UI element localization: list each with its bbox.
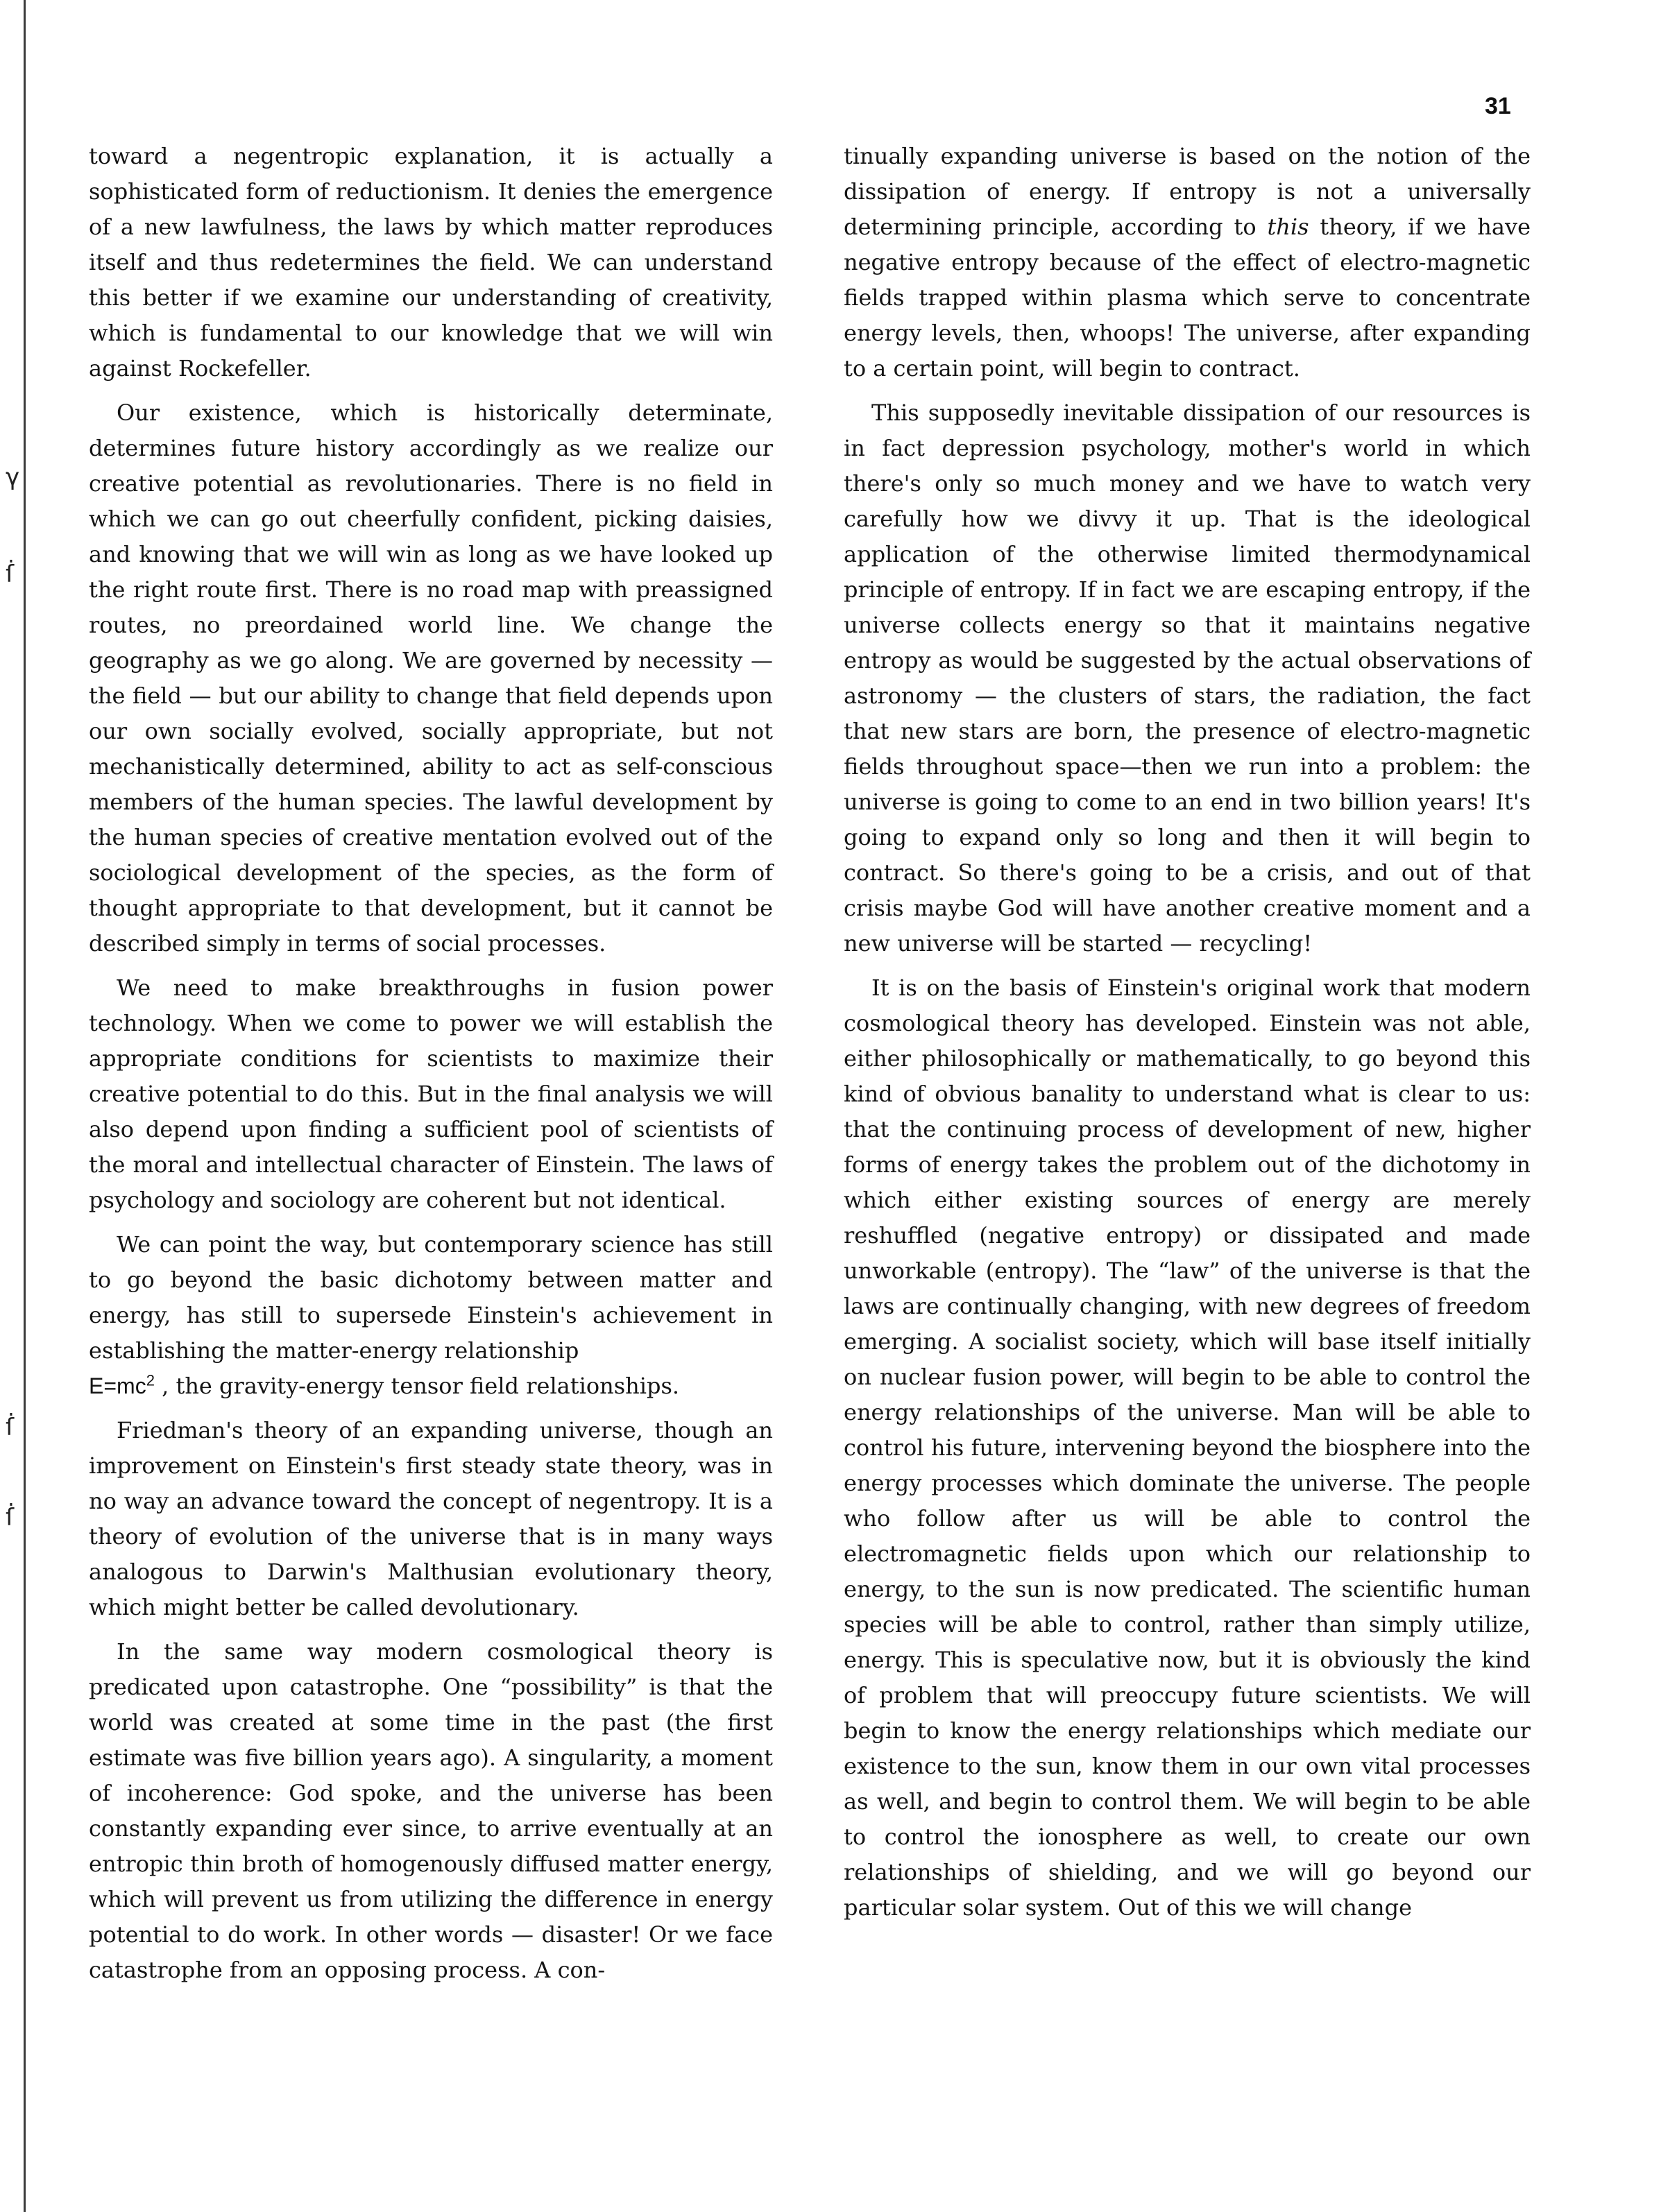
equation-base: E=mc bbox=[89, 1373, 146, 1398]
right-column bbox=[844, 139, 1531, 1935]
paragraph: Our existence, which is historically determinate, determines future history accordingly as we realize our creative potential as revolutionaries. There is no field in which we can go out cheerfully confident, picking daisies, and knowing that we will win as long as we have looked up the right route first. There is no road map with preassigned routes, no preordained world line. We change the geography as we go along. We are governed by necessity — the field — but our ability to change that field depends upon our own socially evolved, socially appropriate, but not mechanistically determined, ability to act as self-conscious members of the human species. The lawful development by the human species of creative mentation evolved out of the sociological development of the species, as the form of thought appropriate to that development, but it cannot be described simply in terms of social processes. bbox=[89, 400, 773, 957]
equation-exponent: 2 bbox=[146, 1371, 155, 1389]
page-edge-rule bbox=[24, 0, 26, 2212]
paragraph-text: We can point the way, but contemporary science has still to go beyond the basic dichotomy between matter and energy, has still to supersede Einstein's achievement in establishing the matter-energy relationship bbox=[89, 1231, 773, 1364]
paragraph: This supposedly inevitable dissipation of our resources is in fact depression psychology, mother's world in which there's only so much money and we have to watch very carefully how we divvy it up. That is the ideological application of the otherwise limited thermodynamical principle of entropy. If in fact we are escaping entropy, if the universe collects energy so that it maintains negative entropy as would be suggested by the actual observations of astronomy — the clusters of stars, the radiation, the fact that new stars are born, the presence of electro-magnetic fields throughout space—then we run into a problem: the universe is going to come to an end in two billion years! It's going to expand only so long and then it will begin to contract. So there's going to be a crisis, and out of that crisis maybe God will have another creative moment and a new universe will be started — recycling! bbox=[844, 400, 1531, 957]
left-column bbox=[89, 139, 773, 1997]
paragraph: In the same way modern cosmological theory is predicated upon catastrophe. One “possibility” is that the world was created at some time in the past (the first estimate was five billion years ago). A singularity, a moment of incoherence: God spoke, and the universe has been constantly expanding ever since, to arrive eventually at an entropic thin broth of homogenously diffused matter energy, which will prevent us from utilizing the difference in energy potential to do work. In other words — disaster! Or we face catastrophe from an opposing process. A con- bbox=[89, 1638, 773, 1983]
paragraph: We need to make breakthroughs in fusion power technology. When we come to power we will establish the appropriate conditions for scientists to maximize their creative potential to do this. But in the final analysis we will also depend upon finding a sufficient pool of scientists of the moral and intellectual character of Einstein. The laws of psychology and sociology are coherent but not identical. bbox=[89, 975, 773, 1213]
paragraph bbox=[89, 1227, 773, 1404]
page-number: 31 bbox=[1485, 93, 1511, 119]
margin-mark: ẛ bbox=[6, 560, 14, 588]
paragraph: It is on the basis of Einstein's original work that modern cosmological theory has developed. Einstein was not able, either philosophically or mathematically, to go beyond this kind of obvious banality to understand what is clear to us: that the continuing process of development of new, higher forms of energy takes the problem out of the dichotomy in which either existing sources of energy are merely reshuffled (negative entropy) or dissipated and made unworkable (entropy). The “law” of the universe is that the laws are continually changing, with new degrees of freedom emerging. A socialist society, which will base itself initially on nuclear fusion power, will begin to be able to control the energy relationships of the universe. Man will be able to control his future, intervening beyond the biosphere into the energy processes which dominate the universe. The people who follow after us will be able to control the electromagnetic fields upon which our relationship to energy, to the sun is now predicated. The scientific human species will be able to control, rather than simply utilize, energy. This is speculative now, but it is obviously the kind of problem that will preoccupy future scientists. We will begin to know the energy relationships which mediate our existence to the sun, know them in our own vital processes as well, and begin to control them. We will begin to be able to control the ionosphere as well, to create our own relationships of shielding, and we will go beyond our particular solar system. Out of this we will change bbox=[844, 975, 1531, 1921]
equation bbox=[89, 1373, 155, 1398]
paragraph-text: theory, if we have negative entropy because of the effect of electro-magnetic fields trapped within plasma which serve to concentrate energy levels, then, whoops! The universe, after expanding to a certain point, will begin to contract. bbox=[844, 214, 1531, 381]
paragraph: toward a negentropic explanation, it is actually a sophisticated form of reductionism. It denies the emergence of a new lawfulness, the laws by which matter reproduces itself and thus redetermines the field. We can understand this better if we examine our understanding of creativity, which is fundamental to our knowledge that we will win against Rockefeller. bbox=[89, 143, 773, 381]
paragraph-text: , the gravity-energy tensor field relationships. bbox=[154, 1373, 680, 1399]
paragraph-text: tinually expanding universe is based on the notion of the dissipation of energy. If entropy is not a universally determining principle, according to bbox=[844, 143, 1531, 240]
paragraph bbox=[844, 139, 1531, 386]
margin-mark: ẛ bbox=[6, 1504, 14, 1532]
emphasis: this bbox=[1267, 214, 1309, 240]
margin-mark: ẛ bbox=[6, 1414, 14, 1441]
margin-mark: γ bbox=[6, 463, 20, 491]
paragraph: Friedman's theory of an expanding universe, though an improvement on Einstein's first steady state theory, was in no way an advance toward the concept of negentropy. It is a theory of evolution of the universe that is in many ways analogous to Darwin's Malthusian evolutionary theory, which might better be called devolutionary. bbox=[89, 1417, 773, 1620]
